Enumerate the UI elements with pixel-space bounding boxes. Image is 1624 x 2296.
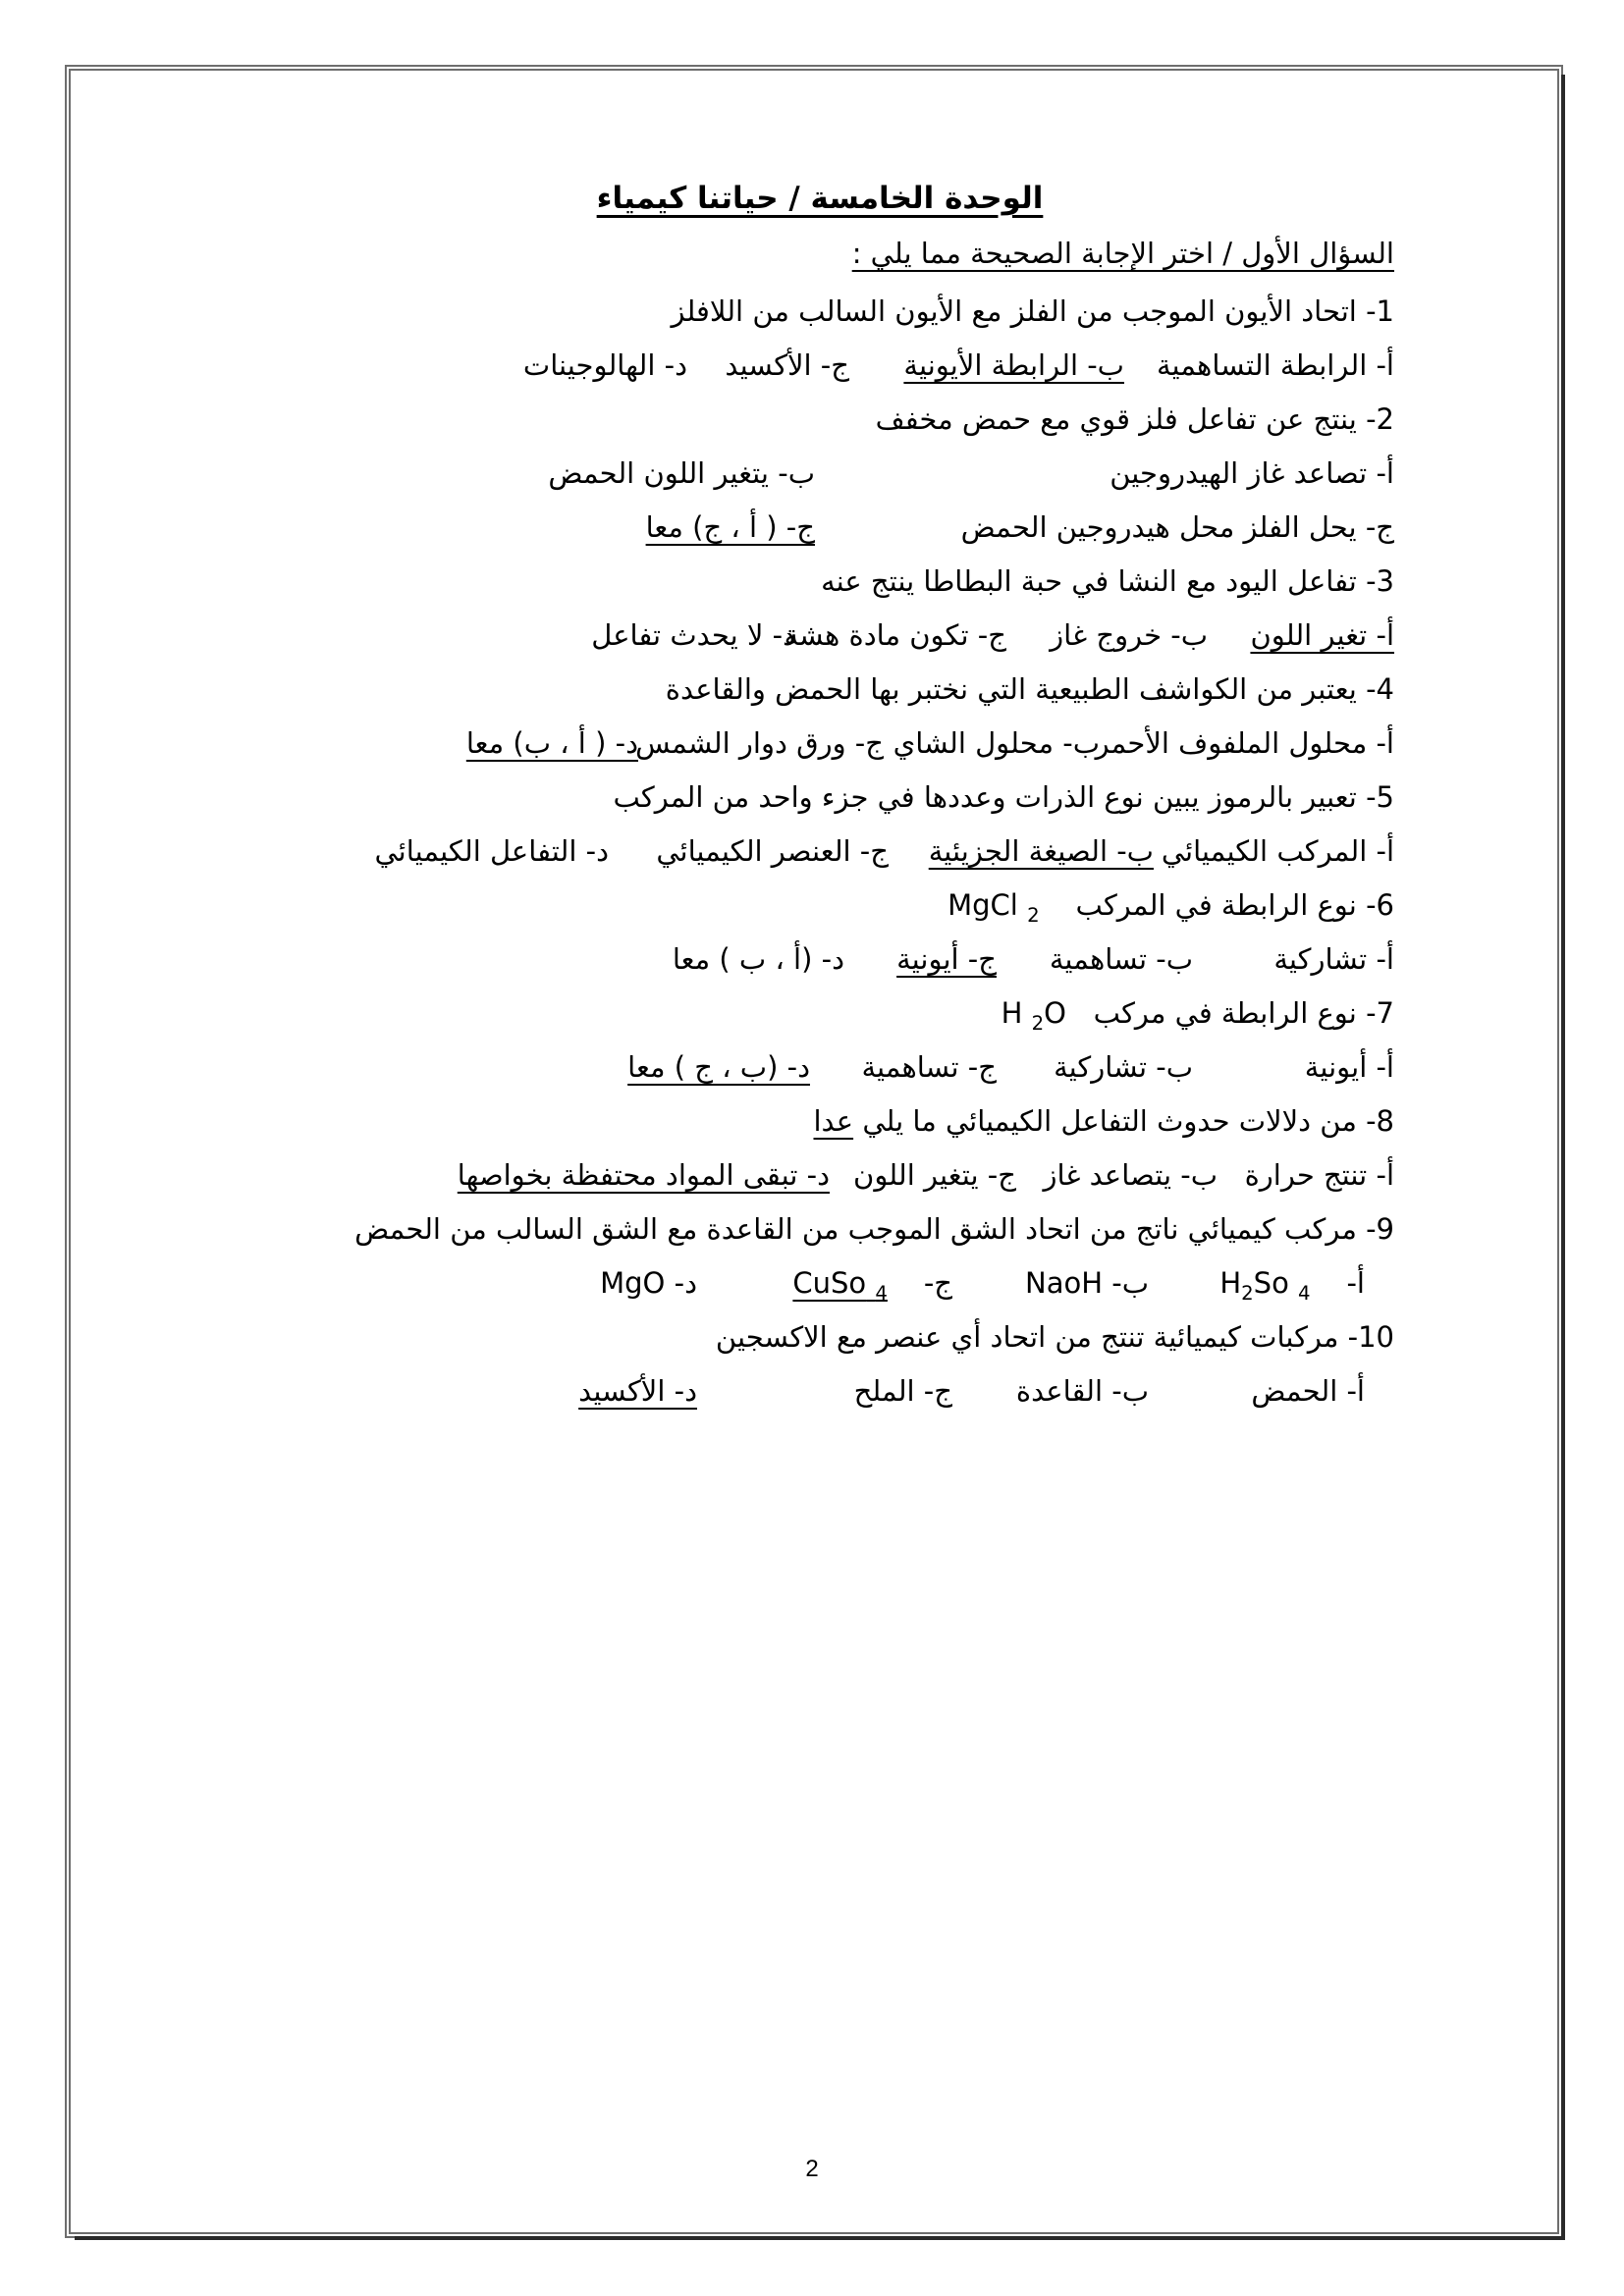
question-3: 3- تفاعل اليود مع النشا في حبة البطاطا ينتج عنه — [821, 564, 1394, 598]
option-a: أ- أيونية — [1304, 1050, 1394, 1084]
option-a: أ- محلول الملفوف الأحمر — [1095, 726, 1394, 760]
option-b-correct: ب- الصيغة الجزيئية — [928, 834, 1154, 868]
option-b: ب- تساهمية — [1049, 942, 1193, 976]
option-a-correct: أ- تغير اللون — [1250, 618, 1394, 652]
options-2a — [245, 452, 1394, 495]
option-d: د- لا يحدث تفاعل — [591, 618, 795, 652]
question-5: 5- تعبير بالرموز يبين نوع الذرات وعددها في جزء واحد من المركب — [613, 780, 1394, 814]
section-heading: السؤال الأول / اختر الإجابة الصحيحة مما يلي : — [851, 237, 1394, 270]
question-1: 1- اتحاد الأيون الموجب من الفلز مع الأيون السالب من اللافلز — [671, 294, 1394, 328]
option-b: ب- تشاركية — [1054, 1050, 1193, 1084]
options-1 — [245, 344, 1394, 387]
option-d: د- الهالوجينات — [522, 348, 687, 382]
option-c: ج- تساهمية — [861, 1050, 997, 1084]
options-9 — [245, 1261, 1394, 1305]
option-a: أ- تنتج حرارة — [1244, 1158, 1394, 1192]
question-2: 2- ينتج عن تفاعل فلز قوي مع حمض مخفف — [875, 402, 1394, 436]
option-c: ج- يحل الفلز محل هيدروجين الحمض — [960, 510, 1394, 544]
option-a: أ- المركب الكيميائي — [1161, 834, 1394, 868]
option-b-correct: ب- الرابطة الأيونية — [903, 348, 1124, 382]
formula-h2o: H $_2$O — [1001, 996, 1066, 1035]
option-d: د- MgO — [600, 1261, 697, 1305]
option-c: ج- يتغير اللون — [853, 1158, 1016, 1192]
question-7: 7- نوع الرابطة في مركب H $_2$O — [245, 991, 1394, 1035]
option-a: أ- تشاركية — [1273, 942, 1394, 976]
option-d: د- التفاعل الكيميائي — [374, 834, 609, 868]
option-a: أ- تصاعد غاز الهيدروجين — [1110, 456, 1394, 490]
options-4 — [245, 721, 1394, 765]
question-10: 10- مركبات كيميائية تنتج من اتحاد أي عنصر مع الاكسجين — [715, 1320, 1394, 1354]
question-8: 8- من دلالات حدوث التفاعل الكيميائي ما يلي عدا — [813, 1104, 1394, 1138]
formula-h2so4: $H_2So$ $_4$ — [1219, 1266, 1311, 1305]
question-9: 9- مركب كيميائي ناتج من اتحاد الشق الموجب من القاعدة مع الشق السالب من الحمض — [354, 1212, 1394, 1246]
page-number: 2 — [805, 2156, 819, 2182]
question-4: 4- يعتبر من الكواشف الطبيعية التي نختبر بها الحمض والقاعدة — [665, 672, 1394, 706]
option-d-correct: د- تبقى المواد محتفظة بخواصها — [457, 1158, 830, 1192]
option-b: ب- خروج غاز — [1050, 618, 1208, 652]
option-b: ب- محلول الشاي — [893, 726, 1100, 760]
option-d-correct: د- (ب ، ج ) معا — [627, 1050, 810, 1084]
options-6 — [245, 937, 1394, 981]
option-a: أ- الحمض — [1251, 1374, 1365, 1408]
formula-naoh: NaoH — [1025, 1266, 1104, 1300]
unit-title: الوحدة الخامسة / حياتنا كيمياء — [596, 181, 1044, 216]
options-2b — [245, 506, 1394, 549]
option-d: د- (أ ، ب ) معا — [672, 942, 844, 976]
options-10 — [245, 1369, 1394, 1413]
except-word: عدا — [813, 1104, 854, 1138]
option-d-correct: د- الأكسيد — [578, 1374, 697, 1408]
option-a: أ- الرابطة التساهمية — [1156, 348, 1394, 382]
options-8 — [245, 1153, 1394, 1197]
formula-cuso4: CuSo $_4$ — [792, 1266, 888, 1305]
option-b: ب- يتصاعد غاز — [1043, 1158, 1218, 1192]
option-c-correct: ج- أيونية — [896, 942, 997, 976]
option-c: ج- تكون مادة هشة — [784, 618, 1006, 652]
option-d-correct: د- ( أ ، ب) معا — [465, 726, 638, 760]
page-border — [65, 65, 1563, 2238]
option-b: ب- القاعدة — [1015, 1374, 1149, 1408]
option-c-correct: ج- CuSo $_4$ — [792, 1261, 952, 1315]
question-6: 6- نوع الرابطة في المركب MgCl $_2$ — [245, 883, 1394, 927]
formula-mgo: MgO — [600, 1266, 666, 1300]
option-a: أ- $H_2So$ $_4$ — [1219, 1261, 1365, 1315]
option-b: ب- يتغير اللون الحمض — [548, 456, 815, 490]
option-c: ج- ورق دوار الشمس — [635, 726, 884, 760]
option-c: ج- الأكسيد — [725, 348, 849, 382]
options-7 — [245, 1045, 1394, 1089]
option-b: ب- NaoH — [1025, 1261, 1149, 1305]
options-5 — [245, 829, 1394, 873]
option-c: ج- الملح — [853, 1374, 952, 1408]
option-c: ج- العنصر الكيميائي — [656, 834, 889, 868]
formula-mgcl2: MgCl $_2$ — [947, 888, 1040, 927]
option-c2-correct: ج- ( أ ، ج) معا — [645, 510, 815, 544]
options-3 — [245, 614, 1394, 657]
